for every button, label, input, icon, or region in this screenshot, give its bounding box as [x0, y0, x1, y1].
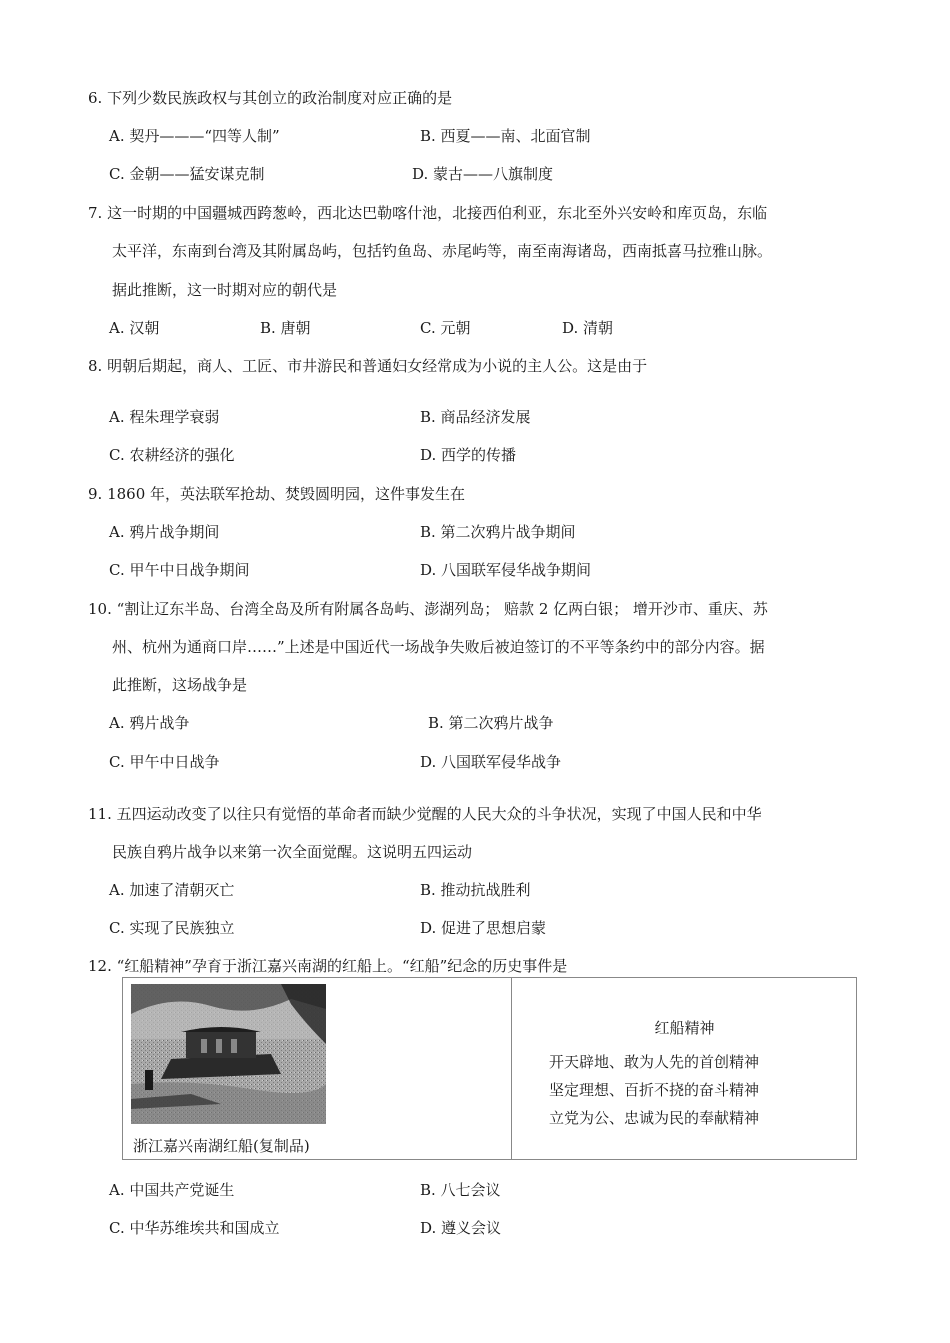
question-10-option-b[interactable]: B. 第二次鸦片战争 [428, 714, 554, 732]
question-10-option-d[interactable]: D. 八国联军侵华战争 [420, 753, 562, 771]
spirit-line: 坚定理想、百折不挠的奋斗精神 [549, 1081, 760, 1099]
red-boat-figure-table [122, 977, 857, 1160]
question-11-option-d[interactable]: D. 促进了思想启蒙 [420, 919, 547, 937]
question-11-stem-line-1: 11. 五四运动改变了以往只有觉悟的革命者而缺少觉醒的人民大众的斗争状况，实现了中国人民和中华 [88, 805, 762, 823]
question-12-stem: 12. “红船精神”孕育于浙江嘉兴南湖的红船上。“红船”纪念的历史事件是 [88, 957, 568, 975]
question-11-stem-line-2: 民族自鸦片战争以来第一次全面觉醒。这说明五四运动 [112, 843, 473, 861]
photo-caption: 浙江嘉兴南湖红船(复制品) [133, 1137, 310, 1155]
question-8-option-a[interactable]: A. 程朱理学衰弱 [109, 408, 220, 426]
question-9-option-a[interactable]: A. 鸦片战争期间 [109, 523, 220, 541]
spirit-line: 立党为公、忠诚为民的奉献精神 [549, 1109, 760, 1127]
question-9-option-b[interactable]: B. 第二次鸦片战争期间 [420, 523, 576, 541]
question-9-option-c[interactable]: C. 甲午中日战争期间 [109, 561, 250, 579]
boat-image-icon [131, 984, 326, 1124]
question-8-stem: 8. 明朝后期起，商人、工匠、市井游民和普通妇女经常成为小说的主人公。这是由于 [88, 357, 648, 375]
question-9-option-d[interactable]: D. 八国联军侵华战争期间 [420, 561, 592, 579]
question-8-option-d[interactable]: D. 西学的传播 [420, 446, 517, 464]
question-8-option-c[interactable]: C. 农耕经济的强化 [109, 446, 235, 464]
question-9-stem: 9. 1860 年，英法联军抢劫、焚毁圆明园，这件事发生在 [88, 485, 466, 503]
question-7-option-a[interactable]: A. 汉朝 [109, 319, 160, 337]
question-7-stem-line-3: 据此推断，这一时期对应的朝代是 [112, 281, 338, 299]
question-6-option-c[interactable]: C. 金朝——猛安谋克制 [109, 165, 265, 183]
question-6-option-d[interactable]: D. 蒙古——八旗制度 [412, 165, 554, 183]
spirit-line: 开天辟地、敢为人先的首创精神 [549, 1053, 760, 1071]
question-7-stem-line-2: 太平洋，东南到台湾及其附属岛屿，包括钓鱼岛、赤尾屿等，南至南海诸岛，西南抵喜马拉雅山脉。 [112, 242, 773, 260]
question-11-option-c[interactable]: C. 实现了民族独立 [109, 919, 235, 937]
question-12-option-b[interactable]: B. 八七会议 [420, 1181, 501, 1199]
question-7-option-b[interactable]: B. 唐朝 [260, 319, 311, 337]
question-11-option-b[interactable]: B. 推动抗战胜利 [420, 881, 531, 899]
question-7-stem-line-1: 7. 这一时期的中国疆城西跨葱岭，西北达巴勒喀什池，北接西伯利亚，东北至外兴安岭和库页岛，东临 [88, 204, 768, 222]
question-6-option-a[interactable]: A. 契丹———“四等人制” [109, 127, 280, 145]
question-10-stem-line-1: 10. “割让辽东半岛、台湾全岛及所有附属各岛屿、澎湖列岛； 赔款 2 亿两白银； 增开沙市、重庆、苏 [88, 600, 768, 618]
question-10-option-a[interactable]: A. 鸦片战争 [109, 714, 190, 732]
question-10-stem-line-2: 州、杭州为通商口岸……”上述是中国近代一场战争失败后被迫签订的不平等条约中的部分内容。据 [112, 638, 765, 656]
question-8-option-b[interactable]: B. 商品经济发展 [420, 408, 531, 426]
question-10-option-c[interactable]: C. 甲午中日战争 [109, 753, 220, 771]
question-12-option-a[interactable]: A. 中国共产党诞生 [109, 1181, 235, 1199]
question-7-option-d[interactable]: D. 清朝 [562, 319, 614, 337]
question-10-stem-line-3: 此推断，这场战争是 [112, 676, 248, 694]
red-boat-spirit-panel [511, 978, 858, 1159]
question-7-option-c[interactable]: C. 元朝 [420, 319, 471, 337]
spirit-title: 红船精神 [654, 1019, 715, 1037]
question-12-option-d[interactable]: D. 遵义会议 [420, 1219, 502, 1237]
question-12-option-c[interactable]: C. 中华苏维埃共和国成立 [109, 1219, 280, 1237]
question-6-option-b[interactable]: B. 西夏——南、北面官制 [420, 127, 591, 145]
question-6-stem: 6. 下列少数民族政权与其创立的政治制度对应正确的是 [88, 89, 453, 107]
red-boat-photo [131, 984, 326, 1124]
question-11-option-a[interactable]: A. 加速了清朝灭亡 [109, 881, 235, 899]
